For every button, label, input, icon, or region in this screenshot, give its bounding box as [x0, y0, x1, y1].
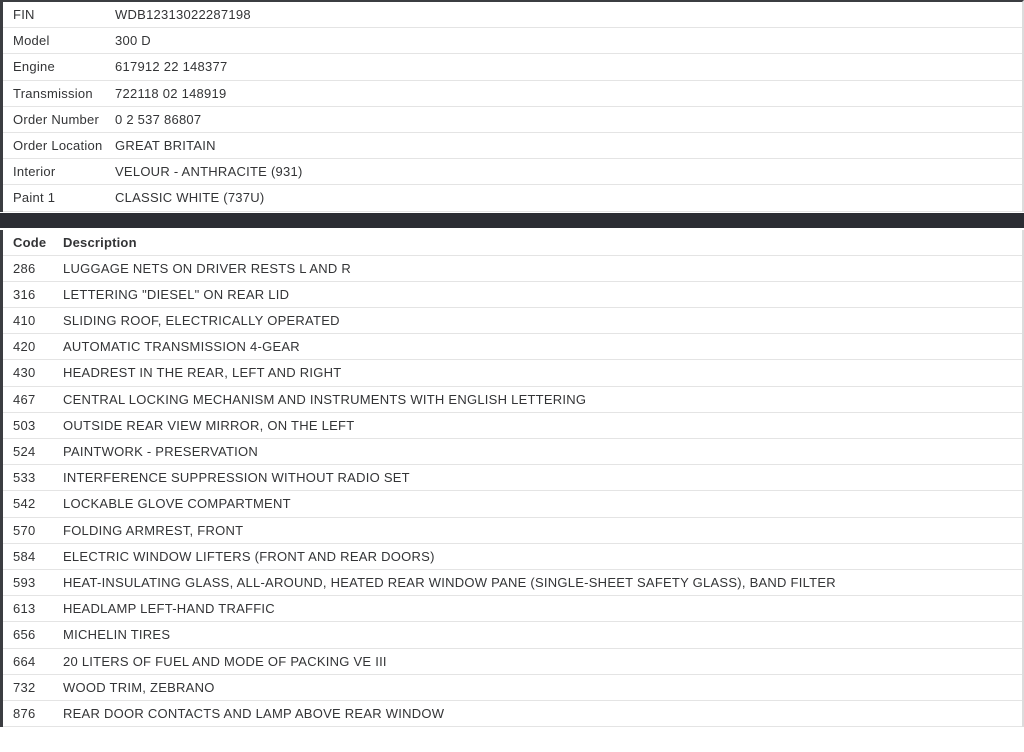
code-description: 20 LITERS OF FUEL AND MODE OF PACKING VE III [63, 653, 387, 669]
code-row [3, 308, 1022, 334]
code-row [3, 465, 1022, 491]
code-value: 286 [13, 260, 36, 276]
codes-header-row [3, 230, 1022, 256]
spec-label: Interior [13, 164, 56, 180]
code-row [3, 649, 1022, 675]
spec-value: VELOUR - ANTHRACITE (931) [115, 164, 303, 180]
code-description: LOCKABLE GLOVE COMPARTMENT [63, 496, 291, 512]
code-row [3, 413, 1022, 439]
spec-row [3, 133, 1022, 159]
spec-row [3, 81, 1022, 107]
code-value: 503 [13, 417, 36, 433]
spec-value: 617912 22 148377 [115, 59, 228, 75]
spec-row [3, 107, 1022, 133]
spec-value: GREAT BRITAIN [115, 137, 216, 153]
code-description: LUGGAGE NETS ON DRIVER RESTS L AND R [63, 260, 352, 276]
code-description: HEADLAMP LEFT-HAND TRAFFIC [63, 601, 275, 617]
code-description: SLIDING ROOF, ELECTRICALLY OPERATED [63, 313, 340, 329]
code-value: 430 [13, 365, 36, 381]
spec-label: Model [13, 33, 50, 49]
code-description: OUTSIDE REAR VIEW MIRROR, ON THE LEFT [63, 417, 355, 433]
code-description: AUTOMATIC TRANSMISSION 4-GEAR [63, 339, 300, 355]
code-value: 410 [13, 313, 36, 329]
section-divider-band [0, 213, 1024, 228]
code-row [3, 282, 1022, 308]
code-row [3, 334, 1022, 360]
spec-row [3, 2, 1022, 28]
option-codes-table [0, 230, 1024, 728]
spec-row [3, 185, 1022, 211]
code-value: 467 [13, 391, 36, 407]
code-description: HEADREST IN THE REAR, LEFT AND RIGHT [63, 365, 342, 381]
code-description: FOLDING ARMREST, FRONT [63, 522, 244, 538]
code-row [3, 491, 1022, 517]
spec-label: Order Location [13, 137, 103, 153]
code-column-header: Code [13, 234, 47, 250]
code-row [3, 675, 1022, 701]
code-row [3, 701, 1022, 727]
code-row [3, 596, 1022, 622]
spec-value: CLASSIC WHITE (737U) [115, 190, 265, 206]
spec-value: WDB12313022287198 [115, 7, 251, 22]
code-row [3, 387, 1022, 413]
spec-row [3, 159, 1022, 185]
code-value: 533 [13, 470, 36, 486]
code-value: 524 [13, 444, 36, 459]
code-description: INTERFERENCE SUPPRESSION WITHOUT RADIO SET [63, 470, 410, 486]
code-value: 613 [13, 601, 36, 617]
spec-label: Paint 1 [13, 190, 56, 206]
code-row [3, 360, 1022, 386]
code-value: 542 [13, 496, 36, 512]
code-value: 664 [13, 653, 36, 669]
code-value: 570 [13, 522, 36, 538]
spec-value: 722118 02 148919 [115, 85, 227, 101]
code-description: MICHELIN TIRES [63, 627, 171, 643]
code-row [3, 544, 1022, 570]
code-row [3, 439, 1022, 465]
code-row [3, 518, 1022, 544]
code-value: 656 [13, 627, 36, 643]
code-description: CENTRAL LOCKING MECHANISM AND INSTRUMENTS WITH ENGLISH LETTERING [63, 391, 587, 407]
spec-label: Order Number [13, 111, 100, 127]
spec-value: 300 D [115, 33, 151, 49]
code-description: WOOD TRIM, ZEBRANO [63, 679, 215, 695]
spec-value: 0 2 537 86807 [115, 111, 202, 127]
spec-label: Transmission [13, 85, 93, 101]
spec-row [3, 28, 1022, 54]
description-column-header: Description [63, 234, 137, 250]
spec-label: FIN [13, 7, 35, 22]
code-value: 584 [13, 548, 36, 564]
code-value: 876 [13, 705, 36, 721]
code-value: 420 [13, 339, 36, 355]
code-row [3, 570, 1022, 596]
code-description: LETTERING "DIESEL" ON REAR LID [63, 286, 290, 302]
vehicle-spec-table [0, 0, 1024, 212]
code-row [3, 256, 1022, 282]
spec-label: Engine [13, 59, 55, 75]
code-description: ELECTRIC WINDOW LIFTERS (FRONT AND REAR DOORS) [63, 548, 435, 564]
code-description: HEAT-INSULATING GLASS, ALL-AROUND, HEATED REAR WINDOW PANE (SINGLE-SHEET SAFETY GLASS), BAND FILTER [63, 574, 836, 590]
code-value: 593 [13, 574, 36, 590]
code-value: 732 [13, 679, 36, 695]
code-value: 316 [13, 286, 36, 302]
code-description: PAINTWORK - PRESERVATION [63, 444, 259, 459]
code-row [3, 622, 1022, 648]
spec-row [3, 54, 1022, 80]
code-description: REAR DOOR CONTACTS AND LAMP ABOVE REAR WINDOW [63, 705, 445, 721]
